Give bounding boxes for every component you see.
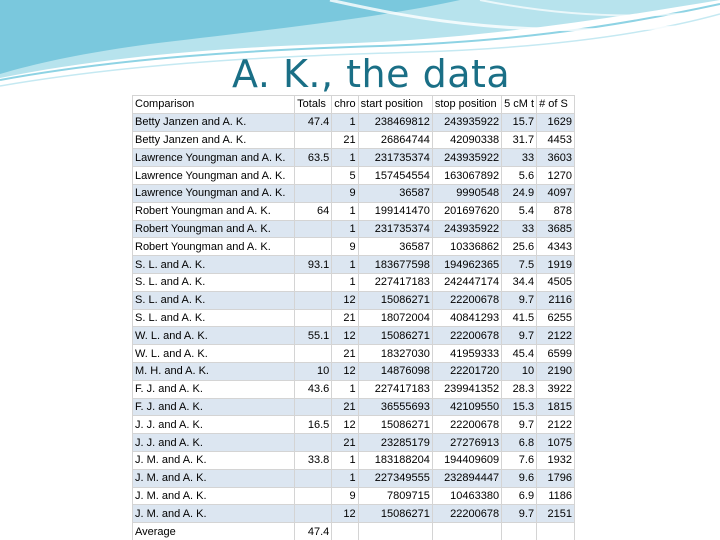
cell-chromosome: 21: [332, 131, 358, 149]
table-row: [133, 309, 575, 327]
table-row: [133, 451, 575, 469]
table-row: [133, 398, 575, 416]
table-row: [133, 434, 575, 452]
cell-cm: 31.7: [502, 131, 537, 149]
cell-totals: [295, 273, 332, 291]
cell-totals: 63.5: [295, 149, 332, 167]
cell-totals: 33.8: [295, 451, 332, 469]
cell-start-position: 26864744: [358, 131, 432, 149]
data-table: [132, 95, 575, 540]
cell-start-position: 36587: [358, 184, 432, 202]
cell-comparison: S. L. and A. K.: [133, 291, 295, 309]
cell-start-position: 183188204: [358, 451, 432, 469]
cell-cm: 9.7: [502, 327, 537, 345]
table-footer-row: [133, 523, 575, 540]
cell-start-position: 227417183: [358, 273, 432, 291]
cell-chromosome: 21: [332, 309, 358, 327]
cell-chromosome: 5: [332, 167, 358, 185]
cell-stop-position: 163067892: [432, 167, 501, 185]
cell-totals: 47.4: [295, 113, 332, 131]
cell-totals: 55.1: [295, 327, 332, 345]
cell-start-position: 157454554: [358, 167, 432, 185]
cell-snps: 1075: [537, 434, 575, 452]
footer-label: Average: [133, 523, 295, 540]
cell-comparison: S. L. and A. K.: [133, 273, 295, 291]
cell-start-position: 199141470: [358, 202, 432, 220]
cell-stop-position: 243935922: [432, 113, 501, 131]
slide-title: A. K., the data: [232, 52, 511, 96]
cell-stop-position: 22200678: [432, 505, 501, 523]
cell-comparison: J. M. and A. K.: [133, 469, 295, 487]
cell-stop-position: 232894447: [432, 469, 501, 487]
cell-comparison: Robert Youngman and A. K.: [133, 202, 295, 220]
cell-stop-position: 22200678: [432, 327, 501, 345]
cell-snps: 1796: [537, 469, 575, 487]
table-row: [133, 131, 575, 149]
cell-stop-position: 22200678: [432, 291, 501, 309]
table-row: [133, 184, 575, 202]
cell-totals: [295, 487, 332, 505]
cell-comparison: M. H. and A. K.: [133, 362, 295, 380]
cell-totals: 16.5: [295, 416, 332, 434]
cell-stop-position: 243935922: [432, 149, 501, 167]
cell-comparison: W. L. and A. K.: [133, 345, 295, 363]
header-cm: 5 cM t: [502, 96, 537, 114]
cell-stop-position: 41959333: [432, 345, 501, 363]
cell-snps: 6255: [537, 309, 575, 327]
table-row: [133, 238, 575, 256]
cell-snps: 2122: [537, 327, 575, 345]
table-row: [133, 256, 575, 274]
cell-cm: 28.3: [502, 380, 537, 398]
cell-chromosome: 1: [332, 380, 358, 398]
cell-start-position: 227417183: [358, 380, 432, 398]
cell-snps: 1270: [537, 167, 575, 185]
header-chromosome: chro: [332, 96, 358, 114]
cell-totals: [295, 345, 332, 363]
cell-snps: 4453: [537, 131, 575, 149]
table-row: [133, 345, 575, 363]
cell-chromosome: 9: [332, 487, 358, 505]
cell-totals: [295, 238, 332, 256]
cell-stop-position: 22201720: [432, 362, 501, 380]
table-row: [133, 149, 575, 167]
table-row: [133, 291, 575, 309]
table-row: [133, 380, 575, 398]
cell-comparison: F. J. and A. K.: [133, 398, 295, 416]
cell-chromosome: 21: [332, 345, 358, 363]
cell-start-position: 36587: [358, 238, 432, 256]
cell-comparison: Lawrence Youngman and A. K.: [133, 167, 295, 185]
cell-comparison: J. M. and A. K.: [133, 505, 295, 523]
cell-chromosome: 12: [332, 505, 358, 523]
cell-cm: 33: [502, 149, 537, 167]
cell-cm: 6.9: [502, 487, 537, 505]
cell-totals: [295, 131, 332, 149]
cell-chromosome: 12: [332, 362, 358, 380]
cell-cm: 45.4: [502, 345, 537, 363]
cell-stop-position: 10463380: [432, 487, 501, 505]
cell-stop-position: 201697620: [432, 202, 501, 220]
cell-totals: [295, 398, 332, 416]
header-totals: Totals: [295, 96, 332, 114]
table-row: [133, 327, 575, 345]
cell-totals: 64: [295, 202, 332, 220]
cell-snps: 4505: [537, 273, 575, 291]
table-row: [133, 167, 575, 185]
cell-snps: 2116: [537, 291, 575, 309]
cell-cm: 5.4: [502, 202, 537, 220]
cell-start-position: 231735374: [358, 220, 432, 238]
cell-totals: 93.1: [295, 256, 332, 274]
cell-cm: 41.5: [502, 309, 537, 327]
cell-chromosome: 1: [332, 202, 358, 220]
data-spreadsheet: [132, 95, 575, 540]
cell-comparison: W. L. and A. K.: [133, 327, 295, 345]
cell-start-position: 231735374: [358, 149, 432, 167]
table-row: [133, 202, 575, 220]
cell-chromosome: 12: [332, 291, 358, 309]
cell-snps: 1919: [537, 256, 575, 274]
cell-stop-position: 9990548: [432, 184, 501, 202]
table-row: [133, 362, 575, 380]
cell-start-position: 18072004: [358, 309, 432, 327]
cell-totals: 10: [295, 362, 332, 380]
cell-snps: 6599: [537, 345, 575, 363]
cell-comparison: J. M. and A. K.: [133, 487, 295, 505]
cell-stop-position: 27276913: [432, 434, 501, 452]
cell-start-position: 15086271: [358, 416, 432, 434]
cell-comparison: F. J. and A. K.: [133, 380, 295, 398]
cell-stop-position: 194962365: [432, 256, 501, 274]
header-stop-position: stop position: [432, 96, 501, 114]
cell-comparison: J. J. and A. K.: [133, 434, 295, 452]
cell-comparison: Betty Janzen and A. K.: [133, 113, 295, 131]
cell-snps: 2190: [537, 362, 575, 380]
cell-totals: [295, 309, 332, 327]
cell-totals: [295, 434, 332, 452]
cell-totals: [295, 469, 332, 487]
header-comparison: Comparison: [133, 96, 295, 114]
cell-chromosome: 1: [332, 220, 358, 238]
cell-cm: 6.8: [502, 434, 537, 452]
cell-chromosome: 21: [332, 434, 358, 452]
cell-chromosome: 12: [332, 327, 358, 345]
cell-snps: 1815: [537, 398, 575, 416]
cell-chromosome: 1: [332, 273, 358, 291]
cell-start-position: 15086271: [358, 505, 432, 523]
table-row: [133, 113, 575, 131]
table-row: [133, 220, 575, 238]
cell-start-position: 18327030: [358, 345, 432, 363]
cell-cm: 15.7: [502, 113, 537, 131]
cell-snps: 4343: [537, 238, 575, 256]
cell-comparison: Lawrence Youngman and A. K.: [133, 184, 295, 202]
cell-cm: 5.6: [502, 167, 537, 185]
cell-comparison: Betty Janzen and A. K.: [133, 131, 295, 149]
cell-snps: 2122: [537, 416, 575, 434]
cell-chromosome: 1: [332, 149, 358, 167]
cell-cm: 24.9: [502, 184, 537, 202]
cell-cm: 25.6: [502, 238, 537, 256]
cell-stop-position: 10336862: [432, 238, 501, 256]
cell-cm: 15.3: [502, 398, 537, 416]
cell-cm: 9.7: [502, 505, 537, 523]
cell-snps: 1932: [537, 451, 575, 469]
cell-snps: 3603: [537, 149, 575, 167]
cell-comparison: J. M. and A. K.: [133, 451, 295, 469]
cell-comparison: S. L. and A. K.: [133, 256, 295, 274]
cell-cm: 9.7: [502, 416, 537, 434]
cell-comparison: Lawrence Youngman and A. K.: [133, 149, 295, 167]
cell-cm: 34.4: [502, 273, 537, 291]
cell-comparison: Robert Youngman and A. K.: [133, 220, 295, 238]
cell-totals: [295, 291, 332, 309]
cell-comparison: J. J. and A. K.: [133, 416, 295, 434]
cell-totals: [295, 505, 332, 523]
cell-chromosome: 1: [332, 113, 358, 131]
cell-start-position: 183677598: [358, 256, 432, 274]
cell-totals: [295, 167, 332, 185]
cell-stop-position: 42090338: [432, 131, 501, 149]
cell-stop-position: 40841293: [432, 309, 501, 327]
cell-totals: [295, 184, 332, 202]
cell-stop-position: 242447174: [432, 273, 501, 291]
cell-stop-position: 42109550: [432, 398, 501, 416]
cell-cm: 33: [502, 220, 537, 238]
cell-stop-position: 243935922: [432, 220, 501, 238]
cell-snps: 3685: [537, 220, 575, 238]
cell-start-position: 238469812: [358, 113, 432, 131]
cell-chromosome: 1: [332, 256, 358, 274]
cell-chromosome: 9: [332, 184, 358, 202]
cell-snps: 4097: [537, 184, 575, 202]
header-start-position: start position: [358, 96, 432, 114]
cell-chromosome: 9: [332, 238, 358, 256]
cell-start-position: 36555693: [358, 398, 432, 416]
cell-start-position: 15086271: [358, 327, 432, 345]
table-row: [133, 505, 575, 523]
footer-average-value: 47.4: [295, 523, 332, 540]
cell-snps: 2151: [537, 505, 575, 523]
cell-start-position: 14876098: [358, 362, 432, 380]
cell-cm: 7.6: [502, 451, 537, 469]
cell-chromosome: 1: [332, 451, 358, 469]
cell-cm: 9.6: [502, 469, 537, 487]
cell-cm: 10: [502, 362, 537, 380]
table-row: [133, 273, 575, 291]
cell-comparison: S. L. and A. K.: [133, 309, 295, 327]
table-row: [133, 416, 575, 434]
cell-stop-position: 194409609: [432, 451, 501, 469]
cell-chromosome: 12: [332, 416, 358, 434]
cell-totals: [295, 220, 332, 238]
cell-snps: 1629: [537, 113, 575, 131]
cell-snps: 878: [537, 202, 575, 220]
table-row: [133, 487, 575, 505]
cell-cm: 9.7: [502, 291, 537, 309]
cell-chromosome: 21: [332, 398, 358, 416]
cell-chromosome: 1: [332, 469, 358, 487]
cell-start-position: 15086271: [358, 291, 432, 309]
cell-stop-position: 22200678: [432, 416, 501, 434]
table-header-row: [133, 96, 575, 114]
cell-comparison: Robert Youngman and A. K.: [133, 238, 295, 256]
cell-snps: 3922: [537, 380, 575, 398]
cell-stop-position: 239941352: [432, 380, 501, 398]
cell-start-position: 23285179: [358, 434, 432, 452]
cell-start-position: 7809715: [358, 487, 432, 505]
cell-cm: 7.5: [502, 256, 537, 274]
cell-snps: 1186: [537, 487, 575, 505]
cell-totals: 43.6: [295, 380, 332, 398]
table-row: [133, 469, 575, 487]
cell-start-position: 227349555: [358, 469, 432, 487]
header-snps: # of S: [537, 96, 575, 114]
